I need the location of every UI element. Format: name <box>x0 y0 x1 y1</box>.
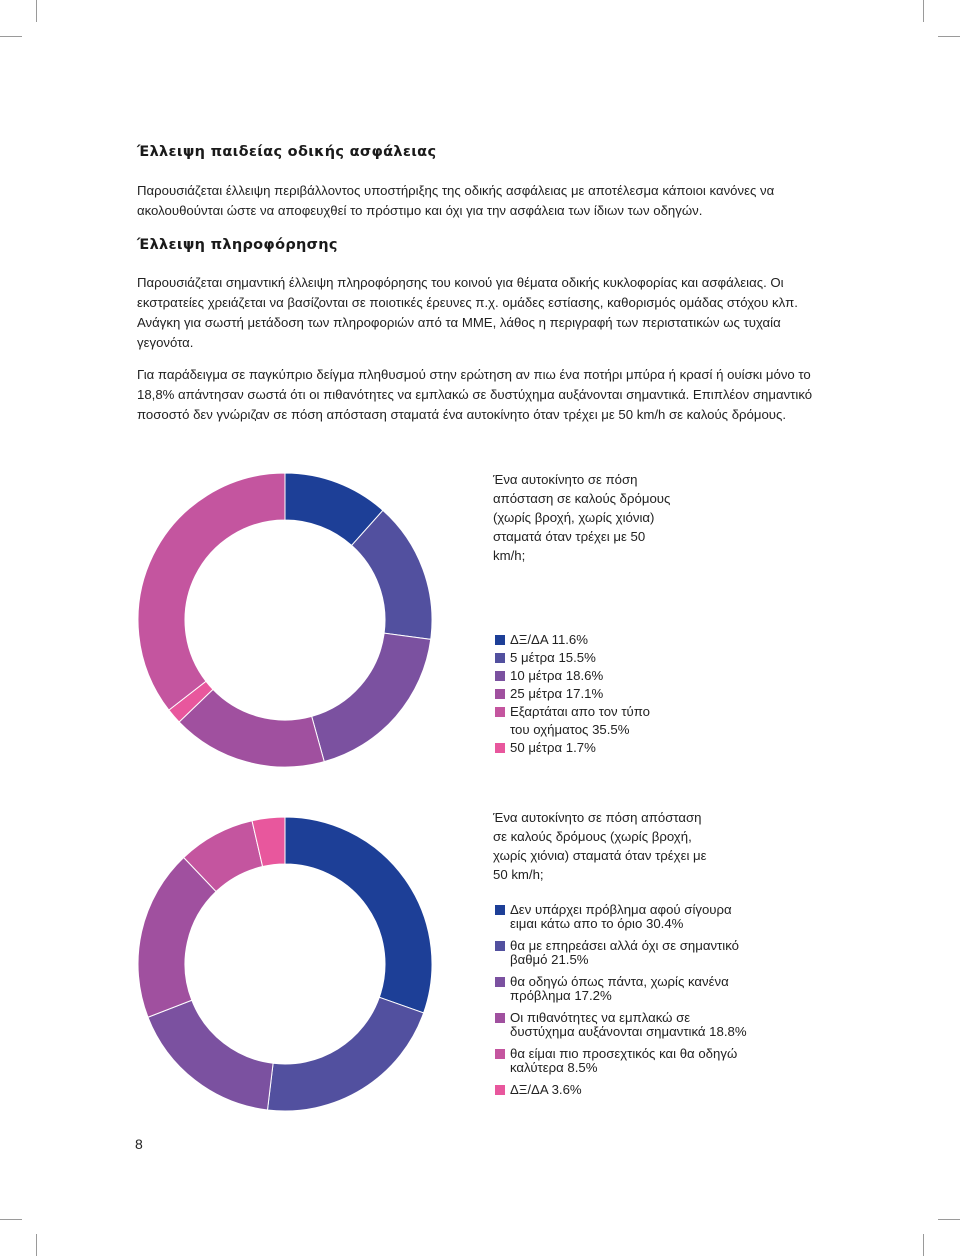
legend-swatch <box>495 635 505 645</box>
legend-label: Δεν υπάρχει πρόβλημα αφού σίγουρα ειμαι κάτω απο το όριο 30.4% <box>510 902 732 931</box>
legend-label: ΔΞ/ΔΑ 11.6% <box>510 632 588 647</box>
legend-swatch <box>495 653 505 663</box>
section-lack-of-education <box>137 144 837 221</box>
legend-label: θα είμαι πιο προσεχτικός και θα οδηγώ καλύτερα 8.5% <box>510 1046 738 1075</box>
legend-item <box>495 667 665 685</box>
chart-title: Ένα αυτοκίνητο σε πόση απόσταση σε καλούς δρόμους (χωρίς βροχή, χωρίς χιόνια) σταματά όταν τρέχει με 50 km/h; <box>493 472 671 563</box>
legend-item <box>495 685 665 703</box>
donut-chart-alcohol-effect <box>135 814 435 1114</box>
chart-legend <box>495 903 750 1105</box>
legend-item <box>495 903 750 931</box>
section-paragraph: Παρουσιάζεται σημαντική έλλειψη πληροφόρησης του κοινού για θέματα οδικής κυκλοφορίας και ασφάλειας. Οι εκστρατείες χρειάζεται να βασίζονται σε ποιοτικές έρευνες π.χ. ομάδες εστίασης, καθορισμός ομάδας στόχου κλπ. Ανάγκη για σωστή μετάδοση των πληροφοριών από τα ΜΜΕ, λάθος η περιγραφή των περιστατικών ως τυχαία γεγονότα. <box>137 275 798 350</box>
legend-item <box>495 631 665 649</box>
legend-label: ΔΞ/ΔΑ 3.6% <box>510 1082 582 1097</box>
donut-slice <box>148 1000 273 1110</box>
legend-label: 50 μέτρα 1.7% <box>510 740 596 755</box>
legend-item <box>495 939 750 967</box>
legend-swatch <box>495 977 505 987</box>
page-number: 8 <box>135 1136 143 1152</box>
legend-swatch <box>495 1013 505 1023</box>
legend-swatch <box>495 743 505 753</box>
section-heading: Έλλειψη παιδείας οδικής ασφάλειας <box>137 144 437 160</box>
legend-item <box>495 1011 750 1039</box>
legend-swatch <box>495 1085 505 1095</box>
legend-label: 10 μέτρα 18.6% <box>510 668 604 683</box>
donut-slice <box>138 473 285 710</box>
crop-mark <box>923 1234 924 1256</box>
chart-legend <box>495 631 665 757</box>
donut-chart-braking-distance <box>135 470 435 770</box>
donut-slice <box>285 817 432 1013</box>
section-paragraph: Για παράδειγμα σε παγκύπριο δείγμα πληθυσμού στην ερώτηση αν πιω ένα ποτήρι μπύρα ή κρασί ή ουίσκι μόνο το 18,8% απάντησαν σωστά ότι οι πιθανότητες να εμπλακώ σε δυστύχημα αυξάνονται σημαντικά. Επιπλέον σημαντικό ποσοστό δεν γνώριζαν σε πόση απόσταση σταματά ένα αυτοκίνητο όταν τρέχει με 50 km/h σε καλούς δρόμους. <box>137 367 813 422</box>
legend-label: Οι πιθανότητες να εμπλακώ σε δυστύχημα αυξάνονται σημαντικά 18.8% <box>510 1010 747 1039</box>
legend-swatch <box>495 707 505 717</box>
legend-item <box>495 739 665 757</box>
legend-swatch <box>495 1049 505 1059</box>
legend-item <box>495 1047 750 1075</box>
legend-item <box>495 975 750 1003</box>
section-lack-of-information <box>137 237 837 425</box>
crop-mark <box>36 0 37 22</box>
legend-item <box>495 649 665 667</box>
crop-mark <box>938 36 960 37</box>
legend-label: 5 μέτρα 15.5% <box>510 650 596 665</box>
legend-label: θα οδηγώ όπως πάντα, χωρίς κανένα πρόβλημα 17.2% <box>510 974 729 1003</box>
donut-slice <box>138 857 216 1017</box>
crop-mark <box>0 1219 22 1220</box>
legend-label: 25 μέτρα 17.1% <box>510 686 604 701</box>
legend-label: θα με επηρεάσει αλλά όχι σε σημαντικό βαθμό 21.5% <box>510 938 739 967</box>
section-paragraph: Παρουσιάζεται έλλειψη περιβάλλοντος υποστήριξης της οδικής ασφάλειας με αποτέλεσμα κάποιοι κανόνες να ακολουθούνται ώστε να αποφευχθεί το πρόστιμο και όχι για την ασφάλεια των ίδιων των οδηγών. <box>137 183 775 218</box>
legend-item <box>495 703 665 739</box>
legend-swatch <box>495 941 505 951</box>
section-heading: Έλλειψη πληροφόρησης <box>137 237 338 253</box>
legend-swatch <box>495 689 505 699</box>
donut-slice <box>312 633 431 762</box>
crop-mark <box>36 1234 37 1256</box>
donut-slice <box>267 997 423 1111</box>
legend-item <box>495 1083 750 1097</box>
crop-mark <box>0 36 22 37</box>
legend-swatch <box>495 671 505 681</box>
legend-label: Εξαρτάται απο τον τύπο του οχήματος 35.5% <box>510 704 650 737</box>
crop-mark <box>938 1219 960 1220</box>
legend-swatch <box>495 905 505 915</box>
chart-title: Ένα αυτοκίνητο σε πόση απόσταση σε καλούς δρόμους (χωρίς βροχή, χωρίς χιόνια) σταματά όταν τρέχει με 50 km/h; <box>493 810 707 882</box>
crop-mark <box>923 0 924 22</box>
